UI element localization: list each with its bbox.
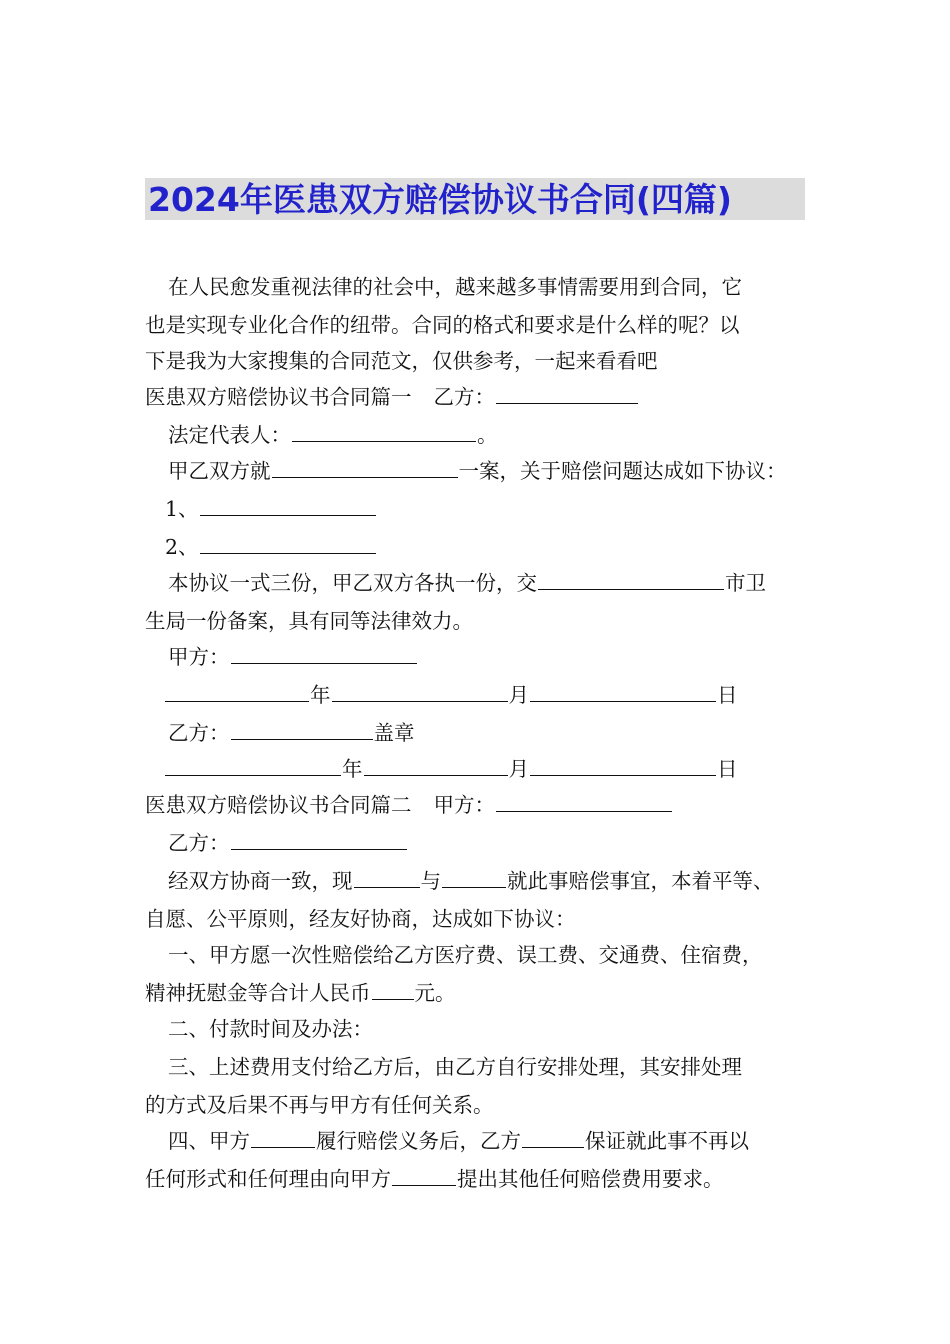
clause-4-blank-3 bbox=[392, 1165, 456, 1186]
negotiation-blank-2 bbox=[442, 867, 506, 888]
day-label-2: 日 bbox=[717, 757, 738, 781]
legal-rep-label: 法定代表人： bbox=[168, 423, 291, 447]
copies-prefix: 本协议一式三份，甲乙双方各执一份，交 bbox=[168, 571, 537, 595]
party-a-row bbox=[168, 642, 418, 672]
amount-blank bbox=[372, 979, 414, 1000]
item-2-label: 2、 bbox=[165, 535, 199, 559]
clause-4-blank-1 bbox=[251, 1127, 315, 1148]
clause-3-line-2: 的方式及后果不再与甲方有任何关系。 bbox=[145, 1093, 494, 1117]
item-1-blank bbox=[200, 495, 376, 516]
part2-party-b-row bbox=[168, 828, 408, 858]
seal-label: 盖章 bbox=[373, 721, 415, 745]
party-a-blank bbox=[231, 643, 417, 664]
intro-line-1: 在人民愈发重视法律的社会中，越来越多事情需要用到合同，它 bbox=[168, 275, 742, 299]
copies-row bbox=[168, 568, 766, 598]
clause-3-line-1: 三、上述费用支付给乙方后，由乙方自行安排处理，其安排处理 bbox=[168, 1055, 742, 1079]
clause-4-line-1 bbox=[168, 1126, 749, 1156]
month-label-2: 月 bbox=[508, 757, 529, 781]
clause-1-line-1: 一、甲方愿一次性赔偿给乙方医疗费、误工费、交通费、住宿费， bbox=[168, 943, 763, 967]
clause-1-amount-prefix: 精神抚慰金等合计人民币 bbox=[145, 981, 371, 1005]
copies-blank bbox=[538, 569, 724, 590]
item-1-label: 1、 bbox=[165, 497, 199, 521]
document-title: 2024年医患双方赔偿协议书合同(四篇) bbox=[148, 180, 733, 219]
party-b2-label: 乙方： bbox=[168, 721, 230, 745]
clause-4-blank-2 bbox=[522, 1127, 584, 1148]
clause-1-line-2 bbox=[145, 978, 456, 1008]
day-label-1: 日 bbox=[717, 683, 738, 707]
clause-4-line2-a: 任何形式和任何理由向甲方 bbox=[145, 1167, 391, 1191]
month-label-1: 月 bbox=[508, 683, 529, 707]
case-suffix: 一案，关于赔偿问题达成如下协议： bbox=[458, 459, 787, 483]
item-2-blank bbox=[200, 533, 376, 554]
date-row-2 bbox=[164, 754, 738, 784]
case-prefix: 甲乙双方就 bbox=[168, 459, 271, 483]
negotiation-row bbox=[168, 866, 774, 896]
part2-party-b-label: 乙方： bbox=[168, 831, 230, 855]
legal-rep-row bbox=[168, 420, 498, 450]
day-blank-2 bbox=[530, 755, 716, 776]
month-blank-1 bbox=[332, 681, 508, 702]
clause-4-line2-b: 提出其他任何赔偿费用要求。 bbox=[457, 1167, 724, 1191]
copies-suffix: 市卫 bbox=[725, 571, 766, 595]
case-row bbox=[168, 456, 787, 486]
part2-party-a-blank bbox=[496, 791, 672, 812]
month-blank-2 bbox=[364, 755, 508, 776]
date-row-1 bbox=[164, 680, 738, 710]
part2-party-a-label: 甲方： bbox=[433, 793, 495, 817]
year-label-1: 年 bbox=[310, 683, 331, 707]
part2-heading: 医患双方赔偿协议书合同篇二 bbox=[145, 793, 412, 817]
clause-1-amount-suffix: 元。 bbox=[414, 981, 456, 1005]
party-b-blank bbox=[496, 383, 638, 404]
negotiation-c: 就此事赔偿事宜，本着平等、 bbox=[507, 869, 774, 893]
part2-heading-row bbox=[145, 790, 673, 820]
year-label-2: 年 bbox=[342, 757, 363, 781]
legal-rep-period: 。 bbox=[477, 423, 498, 447]
negotiation-line-2: 自愿、公平原则，经友好协商，达成如下协议： bbox=[145, 907, 576, 931]
clause-4-b: 履行赔偿义务后，乙方 bbox=[316, 1129, 521, 1153]
party-b2-blank bbox=[231, 719, 373, 740]
intro-line-3: 下是我为大家搜集的合同范文，仅供参考，一起来看看吧 bbox=[145, 349, 658, 373]
day-blank-1 bbox=[530, 681, 716, 702]
part2-party-b-blank bbox=[231, 829, 407, 850]
intro-line-2: 也是实现专业化合作的纽带。合同的格式和要求是什么样的呢？以 bbox=[145, 313, 740, 337]
year-blank-2 bbox=[165, 755, 341, 776]
copies-line-2: 生局一份备案，具有同等法律效力。 bbox=[145, 609, 473, 633]
clause-4-c: 保证就此事不再以 bbox=[585, 1129, 749, 1153]
part1-heading: 医患双方赔偿协议书合同篇一 bbox=[145, 385, 412, 409]
negotiation-b: 与 bbox=[420, 869, 441, 893]
legal-rep-blank bbox=[292, 421, 476, 442]
negotiation-blank-1 bbox=[354, 867, 420, 888]
party-b2-row bbox=[168, 718, 415, 748]
clause-2: 二、付款时间及办法： bbox=[168, 1017, 373, 1041]
case-blank bbox=[272, 457, 458, 478]
part1-heading-row bbox=[145, 382, 639, 412]
clause-4-a: 四、甲方 bbox=[168, 1129, 250, 1153]
party-a-label: 甲方： bbox=[168, 645, 230, 669]
negotiation-a: 经双方协商一致，现 bbox=[168, 869, 353, 893]
year-blank-1 bbox=[165, 681, 309, 702]
item-1-row bbox=[165, 494, 377, 524]
item-2-row bbox=[165, 532, 377, 562]
clause-4-line-2 bbox=[145, 1164, 724, 1194]
part1-party-b-label: 乙方： bbox=[433, 385, 495, 409]
